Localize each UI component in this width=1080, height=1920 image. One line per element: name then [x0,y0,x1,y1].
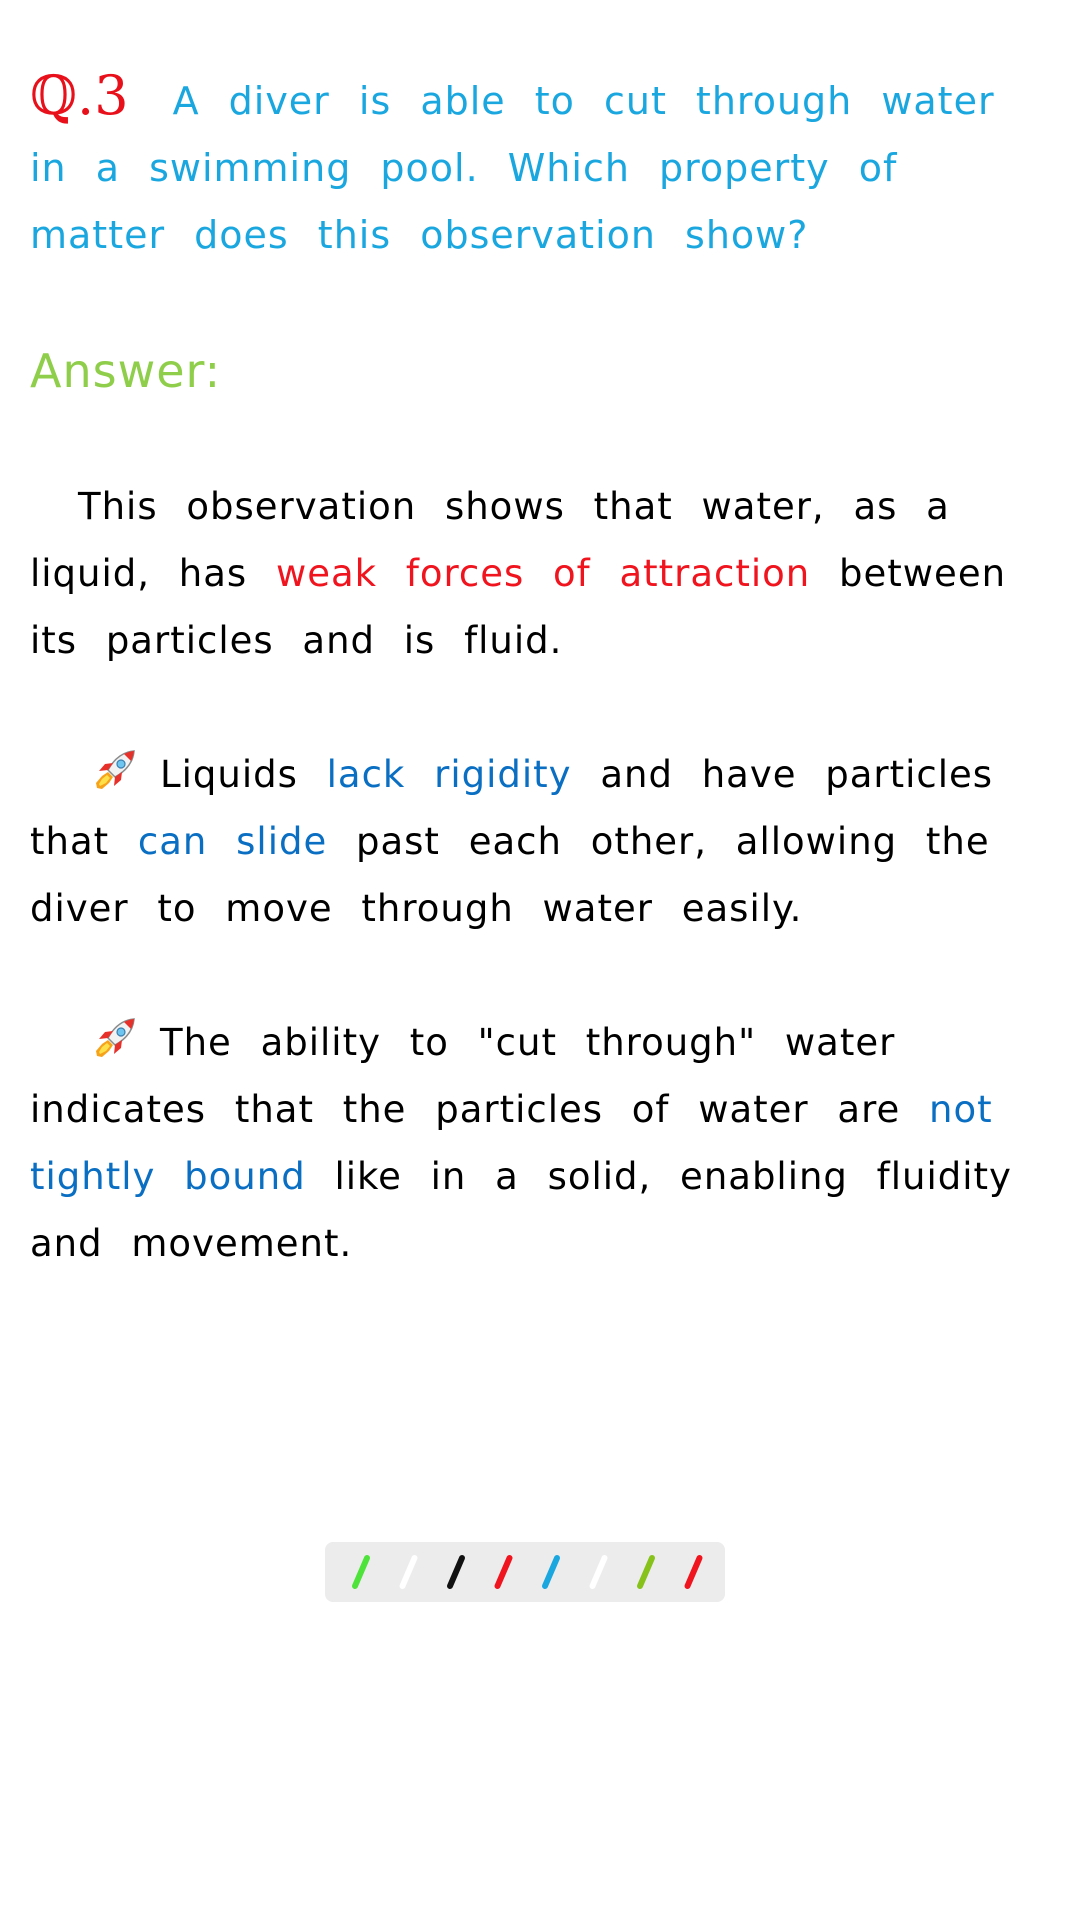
p1-highlight: weak forces of attraction [275,552,811,595]
p3-text-1: The ability to "cut through" water indicates that the particles of water are [30,1021,901,1131]
marker-stroke [403,1558,415,1586]
p3-highlight: not tightly bound [30,1088,993,1198]
p2-text-1: Liquids [160,753,298,796]
rocket-icon [90,745,140,795]
answer-paragraph-3 [30,1009,1020,1277]
marker-stroke [450,1558,462,1586]
answer-paragraph-1 [30,473,1020,674]
answer-paragraph-2 [30,741,1020,942]
p1-text-after: between its particles and is fluid. [30,552,1007,662]
marker-strip [325,1542,725,1602]
document-page [30,62,1060,1277]
marker-stroke [498,1558,510,1586]
p2-highlight-1: lack rigidity [326,753,572,796]
question-number: ℚ.3 [30,64,129,127]
marker-stroke [593,1558,605,1586]
marker-strokes [325,1542,725,1602]
marker-stroke [355,1558,367,1586]
marker-stroke [640,1558,652,1586]
p2-highlight-2: can slide [137,820,328,863]
p2-text-2: and have particles that [30,753,994,863]
p2-text-3: past each other, allowing the diver to move through water easily. [30,820,990,930]
marker-stroke [688,1558,700,1586]
marker-stroke [545,1558,557,1586]
question [30,62,1060,269]
p1-text-before: This observation shows that water, as a liquid, has [30,485,950,595]
answer-label: Answer: [30,344,222,398]
rocket-icon [90,1013,140,1063]
p3-text-2: like in a solid, enabling fluidity and movement. [30,1155,1012,1265]
question-text: A diver is able to cut through water in a swimming pool. Which property of matter does this observation show? [30,79,995,257]
